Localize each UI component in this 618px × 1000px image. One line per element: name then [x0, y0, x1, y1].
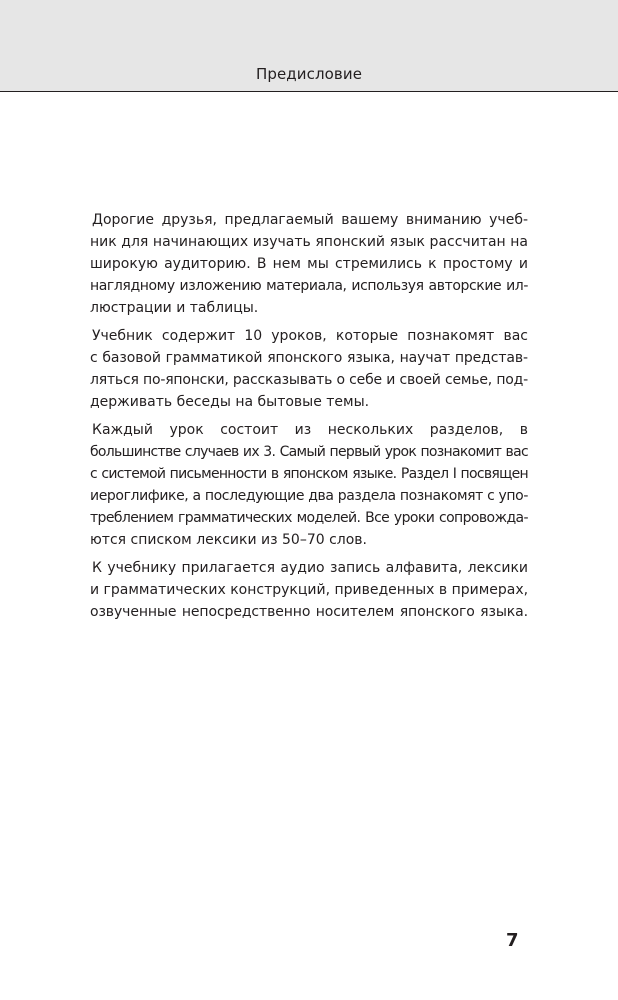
- running-header: [0, 0, 618, 92]
- paragraph-2: [88, 325, 528, 413]
- paragraph-1-line-5: люстрации и таблицы.: [90, 300, 259, 316]
- paragraph-3-line-3: с системой письменности в японском языке. Раздел I посвящен: [90, 466, 528, 482]
- paragraph-1-line-3: широкую аудиторию. В нем мы стремились к простому и: [90, 256, 528, 272]
- paragraph-3-line-2: большинстве случаев их 3. Самый первый урок познакомит вас: [90, 444, 528, 460]
- paragraph-4-line-3: озвученные непосредственно носителем японского языка.: [90, 604, 528, 620]
- paragraph-3-line-4: иероглифике, а последующие два раздела познакомят с упо-: [90, 488, 528, 504]
- paragraph-2-line-4: держивать беседы на бытовые темы.: [90, 394, 370, 410]
- paragraph-1-line-4: наглядному изложению материала, используя авторские ил-: [90, 278, 528, 294]
- paragraph-3-line-5: треблением грамматических моделей. Все уроки сопровожда-: [90, 510, 528, 526]
- paragraph-2-line-1: Учебник содержит 10 уроков, которые познакомят вас: [92, 328, 528, 344]
- paragraph-1: [88, 209, 528, 319]
- paragraph-3-line-1: Каждый урок состоит из нескольких разделов, в: [92, 422, 528, 438]
- paragraph-4: [88, 557, 528, 623]
- paragraph-3-line-6: ются списком лексики из 50–70 слов.: [90, 532, 367, 548]
- preface-body: [88, 209, 528, 629]
- paragraph-1-line-1: Дорогие друзья, предлагаемый вашему вниманию учеб-: [92, 212, 528, 228]
- paragraph-1-line-2: ник для начинающих изучать японский язык рассчитан на: [90, 234, 528, 250]
- page-number: 7: [506, 930, 519, 951]
- paragraph-2-line-2: с базовой грамматикой японского языка, научат представ-: [90, 350, 528, 366]
- paragraph-4-line-2: и грамматических конструкций, приведенных в примерах,: [90, 582, 529, 598]
- paragraph-2-line-3: ляться по-японски, рассказывать о себе и своей семье, под-: [90, 372, 528, 388]
- running-header-title: Предисловие: [255, 65, 363, 83]
- paragraph-3: [88, 419, 528, 551]
- paragraph-4-line-1: К учебнику прилагается аудио запись алфавита, лексики: [92, 560, 528, 576]
